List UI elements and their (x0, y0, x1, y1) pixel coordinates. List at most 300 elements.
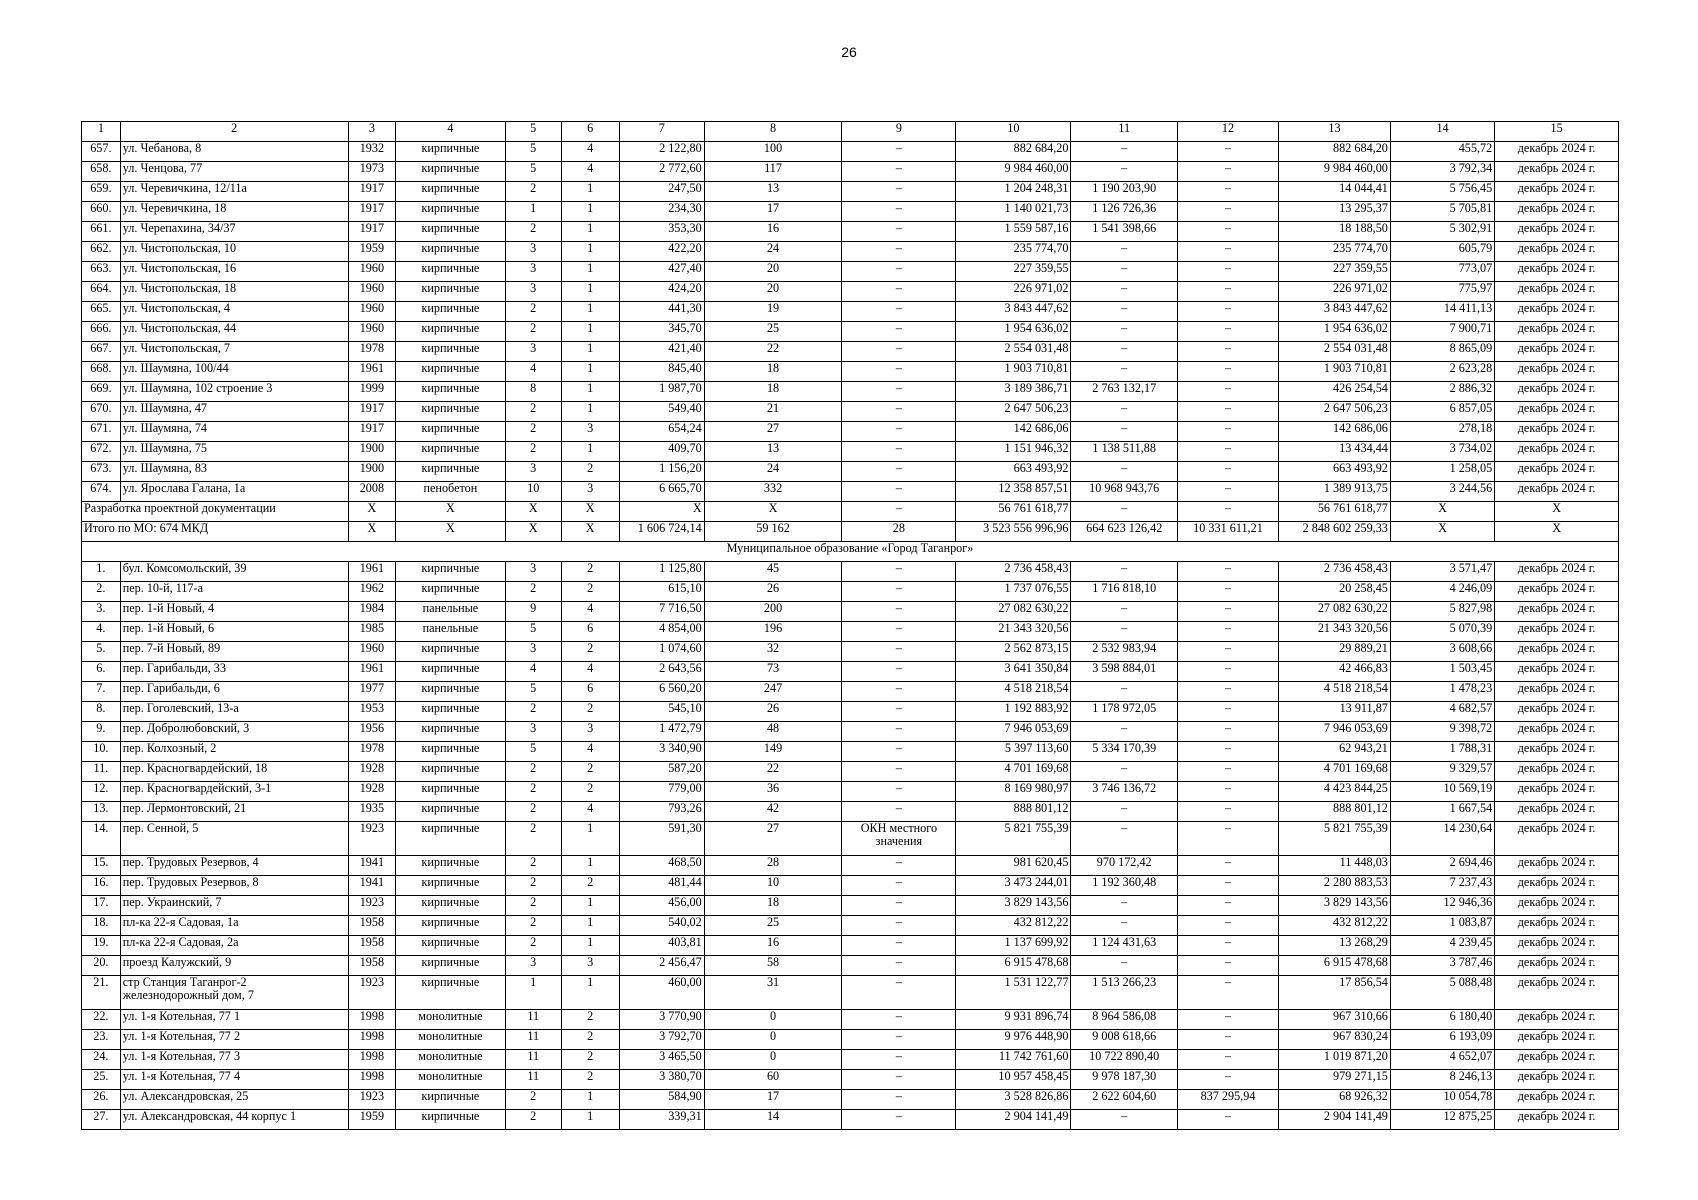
residents-cell: 20 (704, 282, 842, 302)
column-header: 2 (120, 122, 348, 142)
heritage-status-cell: – (842, 482, 956, 502)
heritage-status-cell: – (842, 622, 956, 642)
residents-cell: 0 (704, 1030, 842, 1050)
entrances-cell: 1 (561, 242, 619, 262)
cost-per-sqm-cell: 4 682,57 (1390, 702, 1494, 722)
table-row (82, 1030, 1619, 1050)
total-area-cell: 540,02 (619, 916, 704, 936)
table-row (82, 622, 1619, 642)
total-area-cell: 3 792,70 (619, 1030, 704, 1050)
residents-cell: 17 (704, 1090, 842, 1110)
wall-material-cell: кирпичные (396, 202, 506, 222)
owner-cost-cell: 226 971,02 (1279, 282, 1391, 302)
heritage-status-cell: – (842, 916, 956, 936)
address-cell: пер. Красногвардейский, 18 (120, 762, 348, 782)
budget-cost-cell: – (1177, 262, 1278, 282)
fund-cost-cell: 970 172,42 (1071, 856, 1177, 876)
fund-cost-cell: – (1071, 762, 1177, 782)
row-number-cell: 13. (82, 802, 121, 822)
heritage-status-cell: – (842, 702, 956, 722)
floors-cell: 2 (505, 802, 561, 822)
heritage-status-cell: – (842, 242, 956, 262)
address-cell: ул. Черевичкина, 18 (120, 202, 348, 222)
fund-cost-cell: 2 532 983,94 (1071, 642, 1177, 662)
heritage-status-cell: – (842, 162, 956, 182)
budget-cost-cell: – (1177, 1070, 1278, 1090)
table-row (82, 322, 1619, 342)
table-row (82, 822, 1619, 856)
row-number-cell: 670. (82, 402, 121, 422)
total-cost-cell: 12 358 857,51 (956, 482, 1071, 502)
table-row (82, 682, 1619, 702)
cost-per-sqm-cell: 3 244,56 (1390, 482, 1494, 502)
fund-cost-cell: – (1071, 956, 1177, 976)
total-cost-cell: 3 641 350,84 (956, 662, 1071, 682)
year-built-cell: 1923 (348, 896, 395, 916)
budget-cost-cell: – (1177, 762, 1278, 782)
total-area-cell: 654,24 (619, 422, 704, 442)
fund-cost-cell: – (1071, 896, 1177, 916)
entrances-cell: 2 (561, 782, 619, 802)
entrances-cell: 2 (561, 876, 619, 896)
wall-material-cell: кирпичные (396, 442, 506, 462)
entrances-cell: 4 (561, 662, 619, 682)
floors-cell: 5 (505, 162, 561, 182)
design-documentation-row-cell: X (619, 502, 704, 522)
owner-cost-cell: 2 554 031,48 (1279, 342, 1391, 362)
address-cell: пер. Трудовых Резервов, 4 (120, 856, 348, 876)
total-area-cell: 591,30 (619, 822, 704, 856)
floors-cell: 2 (505, 822, 561, 856)
row-number-cell: 3. (82, 602, 121, 622)
total-area-cell: 779,00 (619, 782, 704, 802)
address-cell: ул. Шаумяна, 74 (120, 422, 348, 442)
entrances-cell: 3 (561, 722, 619, 742)
fund-cost-cell: 1 178 972,05 (1071, 702, 1177, 722)
residents-cell: 24 (704, 462, 842, 482)
budget-cost-cell: – (1177, 242, 1278, 262)
residents-cell: 73 (704, 662, 842, 682)
total-row-cell: 664 623 126,42 (1071, 522, 1177, 542)
floors-cell: 9 (505, 602, 561, 622)
row-number-cell: 12. (82, 782, 121, 802)
year-built-cell: 1977 (348, 682, 395, 702)
entrances-cell: 1 (561, 976, 619, 1010)
floors-cell: 4 (505, 662, 561, 682)
fund-cost-cell: 9 008 618,66 (1071, 1030, 1177, 1050)
year-built-cell: 1959 (348, 242, 395, 262)
cost-per-sqm-cell: 1 503,45 (1390, 662, 1494, 682)
total-cost-cell: 1 531 122,77 (956, 976, 1071, 1010)
total-row-cell: X (348, 522, 395, 542)
residents-cell: 58 (704, 956, 842, 976)
floors-cell: 2 (505, 856, 561, 876)
wall-material-cell: кирпичные (396, 856, 506, 876)
row-number-cell: 666. (82, 322, 121, 342)
completion-date-cell: декабрь 2024 г. (1495, 222, 1619, 242)
total-cost-cell: 6 915 478,68 (956, 956, 1071, 976)
cost-per-sqm-cell: 3 787,46 (1390, 956, 1494, 976)
budget-cost-cell: – (1177, 722, 1278, 742)
total-cost-cell: 1 737 076,55 (956, 582, 1071, 602)
total-cost-cell: 2 562 873,15 (956, 642, 1071, 662)
wall-material-cell: кирпичные (396, 342, 506, 362)
owner-cost-cell: 13 268,29 (1279, 936, 1391, 956)
wall-material-cell: кирпичные (396, 302, 506, 322)
residents-cell: 21 (704, 402, 842, 422)
completion-date-cell: декабрь 2024 г. (1495, 282, 1619, 302)
completion-date-cell: декабрь 2024 г. (1495, 322, 1619, 342)
wall-material-cell: кирпичные (396, 936, 506, 956)
design-documentation-row (82, 502, 1619, 522)
column-header: 8 (704, 122, 842, 142)
design-documentation-row-cell: – (1177, 502, 1278, 522)
total-cost-cell: 8 169 980,97 (956, 782, 1071, 802)
cost-per-sqm-cell: 12 946,36 (1390, 896, 1494, 916)
fund-cost-cell: – (1071, 422, 1177, 442)
budget-cost-cell: – (1177, 222, 1278, 242)
budget-cost-cell: – (1177, 662, 1278, 682)
cost-per-sqm-cell: 455,72 (1390, 142, 1494, 162)
floors-cell: 2 (505, 896, 561, 916)
year-built-cell: 1917 (348, 182, 395, 202)
completion-date-cell: декабрь 2024 г. (1495, 462, 1619, 482)
residents-cell: 31 (704, 976, 842, 1010)
address-cell: пл-ка 22-я Садовая, 1а (120, 916, 348, 936)
address-cell: ул. 1-я Котельная, 77 3 (120, 1050, 348, 1070)
cost-per-sqm-cell: 9 398,72 (1390, 722, 1494, 742)
wall-material-cell: кирпичные (396, 582, 506, 602)
owner-cost-cell: 7 946 053,69 (1279, 722, 1391, 742)
total-cost-cell: 7 946 053,69 (956, 722, 1071, 742)
address-cell: ул. Александровская, 44 корпус 1 (120, 1110, 348, 1130)
completion-date-cell: декабрь 2024 г. (1495, 202, 1619, 222)
address-cell: ул. 1-я Котельная, 77 1 (120, 1010, 348, 1030)
heritage-status-cell: – (842, 876, 956, 896)
residents-cell: 196 (704, 622, 842, 642)
residents-cell: 26 (704, 702, 842, 722)
total-area-cell: 793,26 (619, 802, 704, 822)
header-row (82, 122, 1619, 142)
heritage-status-cell: – (842, 856, 956, 876)
table-row (82, 242, 1619, 262)
heritage-status-cell: – (842, 402, 956, 422)
row-number-cell: 667. (82, 342, 121, 362)
address-cell: ул. Ченцова, 77 (120, 162, 348, 182)
wall-material-cell: панельные (396, 622, 506, 642)
total-row (82, 522, 1619, 542)
address-cell: проезд Калужский, 9 (120, 956, 348, 976)
table-row (82, 1090, 1619, 1110)
table-row (82, 916, 1619, 936)
wall-material-cell: монолитные (396, 1010, 506, 1030)
row-number-cell: 672. (82, 442, 121, 462)
heritage-status-cell: – (842, 1110, 956, 1130)
floors-cell: 3 (505, 262, 561, 282)
year-built-cell: 2008 (348, 482, 395, 502)
column-header: 15 (1495, 122, 1619, 142)
address-cell: пер. 1-й Новый, 4 (120, 602, 348, 622)
total-area-cell: 3 380,70 (619, 1070, 704, 1090)
address-cell: ул. Александровская, 25 (120, 1090, 348, 1110)
total-cost-cell: 5 397 113,60 (956, 742, 1071, 762)
cost-per-sqm-cell: 14 230,64 (1390, 822, 1494, 856)
completion-date-cell: декабрь 2024 г. (1495, 382, 1619, 402)
entrances-cell: 1 (561, 322, 619, 342)
residents-cell: 17 (704, 202, 842, 222)
column-header: 9 (842, 122, 956, 142)
wall-material-cell: кирпичные (396, 1090, 506, 1110)
row-number-cell: 662. (82, 242, 121, 262)
year-built-cell: 1960 (348, 642, 395, 662)
wall-material-cell: кирпичные (396, 362, 506, 382)
year-built-cell: 1978 (348, 742, 395, 762)
floors-cell: 10 (505, 482, 561, 502)
residents-cell: 14 (704, 1110, 842, 1130)
row-number-cell: 15. (82, 856, 121, 876)
residents-cell: 22 (704, 342, 842, 362)
floors-cell: 3 (505, 642, 561, 662)
floors-cell: 5 (505, 742, 561, 762)
total-area-cell: 1 156,20 (619, 462, 704, 482)
total-cost-cell: 227 359,55 (956, 262, 1071, 282)
heritage-status-cell: – (842, 662, 956, 682)
design-documentation-row-cell: X (348, 502, 395, 522)
cost-per-sqm-cell: 605,79 (1390, 242, 1494, 262)
column-header: 4 (396, 122, 506, 142)
entrances-cell: 1 (561, 302, 619, 322)
total-area-cell: 353,30 (619, 222, 704, 242)
total-cost-cell: 27 082 630,22 (956, 602, 1071, 622)
table-row (82, 382, 1619, 402)
entrances-cell: 1 (561, 182, 619, 202)
completion-date-cell: декабрь 2024 г. (1495, 722, 1619, 742)
heritage-status-cell: ОКН местного значения (842, 822, 956, 856)
wall-material-cell: кирпичные (396, 782, 506, 802)
owner-cost-cell: 2 736 458,43 (1279, 562, 1391, 582)
total-area-cell: 403,81 (619, 936, 704, 956)
budget-cost-cell: – (1177, 202, 1278, 222)
year-built-cell: 1917 (348, 422, 395, 442)
heritage-status-cell: – (842, 442, 956, 462)
cost-per-sqm-cell: 12 875,25 (1390, 1110, 1494, 1130)
budget-cost-cell: – (1177, 896, 1278, 916)
budget-cost-cell: – (1177, 642, 1278, 662)
heritage-status-cell: – (842, 222, 956, 242)
total-cost-cell: 2 904 141,49 (956, 1110, 1071, 1130)
row-number-cell: 663. (82, 262, 121, 282)
year-built-cell: 1961 (348, 662, 395, 682)
cost-per-sqm-cell: 2 694,46 (1390, 856, 1494, 876)
row-number-cell: 14. (82, 822, 121, 856)
entrances-cell: 1 (561, 856, 619, 876)
table-row (82, 442, 1619, 462)
table-row (82, 262, 1619, 282)
table-row (82, 976, 1619, 1010)
total-cost-cell: 4 518 218,54 (956, 682, 1071, 702)
row-number-cell: 673. (82, 462, 121, 482)
residents-cell: 16 (704, 222, 842, 242)
total-cost-cell: 1 151 946,32 (956, 442, 1071, 462)
budget-cost-cell: – (1177, 682, 1278, 702)
total-cost-cell: 4 701 169,68 (956, 762, 1071, 782)
owner-cost-cell: 979 271,15 (1279, 1070, 1391, 1090)
total-area-cell: 2 772,60 (619, 162, 704, 182)
budget-cost-cell: – (1177, 822, 1278, 856)
residents-cell: 13 (704, 442, 842, 462)
heritage-status-cell: – (842, 1070, 956, 1090)
entrances-cell: 2 (561, 762, 619, 782)
residents-cell: 0 (704, 1010, 842, 1030)
total-area-cell: 339,31 (619, 1110, 704, 1130)
total-row-cell: X (396, 522, 506, 542)
fund-cost-cell: 2 622 604,60 (1071, 1090, 1177, 1110)
total-area-cell: 584,90 (619, 1090, 704, 1110)
floors-cell: 11 (505, 1010, 561, 1030)
budget-cost-cell: – (1177, 782, 1278, 802)
table-row (82, 222, 1619, 242)
fund-cost-cell: 10 968 943,76 (1071, 482, 1177, 502)
column-header: 10 (956, 122, 1071, 142)
floors-cell: 11 (505, 1030, 561, 1050)
wall-material-cell: кирпичные (396, 142, 506, 162)
owner-cost-cell: 3 829 143,56 (1279, 896, 1391, 916)
entrances-cell: 1 (561, 402, 619, 422)
heritage-status-cell: – (842, 582, 956, 602)
fund-cost-cell: – (1071, 242, 1177, 262)
completion-date-cell: декабрь 2024 г. (1495, 262, 1619, 282)
row-number-cell: 2. (82, 582, 121, 602)
entrances-cell: 1 (561, 916, 619, 936)
entrances-cell: 2 (561, 702, 619, 722)
cost-per-sqm-cell: 10 054,78 (1390, 1090, 1494, 1110)
wall-material-cell: кирпичные (396, 262, 506, 282)
design-documentation-row-cell: – (842, 502, 956, 522)
table-row (82, 896, 1619, 916)
completion-date-cell: декабрь 2024 г. (1495, 1030, 1619, 1050)
address-cell: ул. Шаумяна, 102 строение 3 (120, 382, 348, 402)
heritage-status-cell: – (842, 322, 956, 342)
heritage-status-cell: – (842, 1090, 956, 1110)
page-number: 26 (841, 44, 857, 60)
address-cell: пер. Красногвардейский, 3-1 (120, 782, 348, 802)
total-area-cell: 247,50 (619, 182, 704, 202)
design-documentation-row-cell: 56 761 618,77 (1279, 502, 1391, 522)
wall-material-cell: кирпичные (396, 976, 506, 1010)
year-built-cell: 1928 (348, 782, 395, 802)
cost-per-sqm-cell: 14 411,13 (1390, 302, 1494, 322)
fund-cost-cell: – (1071, 682, 1177, 702)
table-row (82, 162, 1619, 182)
fund-cost-cell: – (1071, 602, 1177, 622)
year-built-cell: 1998 (348, 1050, 395, 1070)
budget-cost-cell: – (1177, 182, 1278, 202)
total-cost-cell: 3 843 447,62 (956, 302, 1071, 322)
total-area-cell: 1 987,70 (619, 382, 704, 402)
fund-cost-cell: – (1071, 722, 1177, 742)
owner-cost-cell: 27 082 630,22 (1279, 602, 1391, 622)
total-area-cell: 4 854,00 (619, 622, 704, 642)
table-row (82, 1110, 1619, 1130)
total-area-cell: 345,70 (619, 322, 704, 342)
column-header: 14 (1390, 122, 1494, 142)
row-number-cell: 659. (82, 182, 121, 202)
column-header: 12 (1177, 122, 1278, 142)
residents-cell: 10 (704, 876, 842, 896)
row-number-cell: 18. (82, 916, 121, 936)
fund-cost-cell: 1 541 398,66 (1071, 222, 1177, 242)
completion-date-cell: декабрь 2024 г. (1495, 182, 1619, 202)
design-documentation-row-cell: X (561, 502, 619, 522)
year-built-cell: 1998 (348, 1070, 395, 1090)
year-built-cell: 1998 (348, 1030, 395, 1050)
completion-date-cell: декабрь 2024 г. (1495, 1010, 1619, 1030)
table-row (82, 362, 1619, 382)
floors-cell: 2 (505, 422, 561, 442)
row-number-cell: 8. (82, 702, 121, 722)
residents-cell: 26 (704, 582, 842, 602)
row-number-cell: 20. (82, 956, 121, 976)
cost-per-sqm-cell: 9 329,57 (1390, 762, 1494, 782)
budget-cost-cell: – (1177, 802, 1278, 822)
total-cost-cell: 1 137 699,92 (956, 936, 1071, 956)
entrances-cell: 1 (561, 202, 619, 222)
total-area-cell: 424,20 (619, 282, 704, 302)
table-row (82, 602, 1619, 622)
fund-cost-cell: – (1071, 822, 1177, 856)
total-area-cell: 481,44 (619, 876, 704, 896)
total-area-cell: 460,00 (619, 976, 704, 1010)
completion-date-cell: декабрь 2024 г. (1495, 936, 1619, 956)
heritage-status-cell: – (842, 462, 956, 482)
completion-date-cell: декабрь 2024 г. (1495, 622, 1619, 642)
floors-cell: 2 (505, 302, 561, 322)
total-area-cell: 3 770,90 (619, 1010, 704, 1030)
row-number-cell: 665. (82, 302, 121, 322)
completion-date-cell: декабрь 2024 г. (1495, 856, 1619, 876)
table-row (82, 802, 1619, 822)
budget-cost-cell: – (1177, 742, 1278, 762)
owner-cost-cell: 13 434,44 (1279, 442, 1391, 462)
address-cell: пер. Украинский, 7 (120, 896, 348, 916)
entrances-cell: 1 (561, 382, 619, 402)
cost-per-sqm-cell: 4 239,45 (1390, 936, 1494, 956)
total-cost-cell: 9 931 896,74 (956, 1010, 1071, 1030)
table-row (82, 202, 1619, 222)
design-documentation-row-cell: X (396, 502, 506, 522)
total-area-cell: 7 716,50 (619, 602, 704, 622)
year-built-cell: 1917 (348, 202, 395, 222)
table-row (82, 956, 1619, 976)
row-number-cell: 664. (82, 282, 121, 302)
year-built-cell: 1962 (348, 582, 395, 602)
fund-cost-cell: 3 598 884,01 (1071, 662, 1177, 682)
address-cell: пер. Гарибальди, 6 (120, 682, 348, 702)
year-built-cell: 1998 (348, 1010, 395, 1030)
residents-cell: 200 (704, 602, 842, 622)
address-cell: пер. 1-й Новый, 6 (120, 622, 348, 642)
residents-cell: 42 (704, 802, 842, 822)
floors-cell: 2 (505, 322, 561, 342)
fund-cost-cell: – (1071, 282, 1177, 302)
floors-cell: 3 (505, 462, 561, 482)
column-header: 5 (505, 122, 561, 142)
entrances-cell: 3 (561, 422, 619, 442)
heritage-status-cell: – (842, 602, 956, 622)
total-area-cell: 845,40 (619, 362, 704, 382)
entrances-cell: 4 (561, 142, 619, 162)
table-row (82, 282, 1619, 302)
